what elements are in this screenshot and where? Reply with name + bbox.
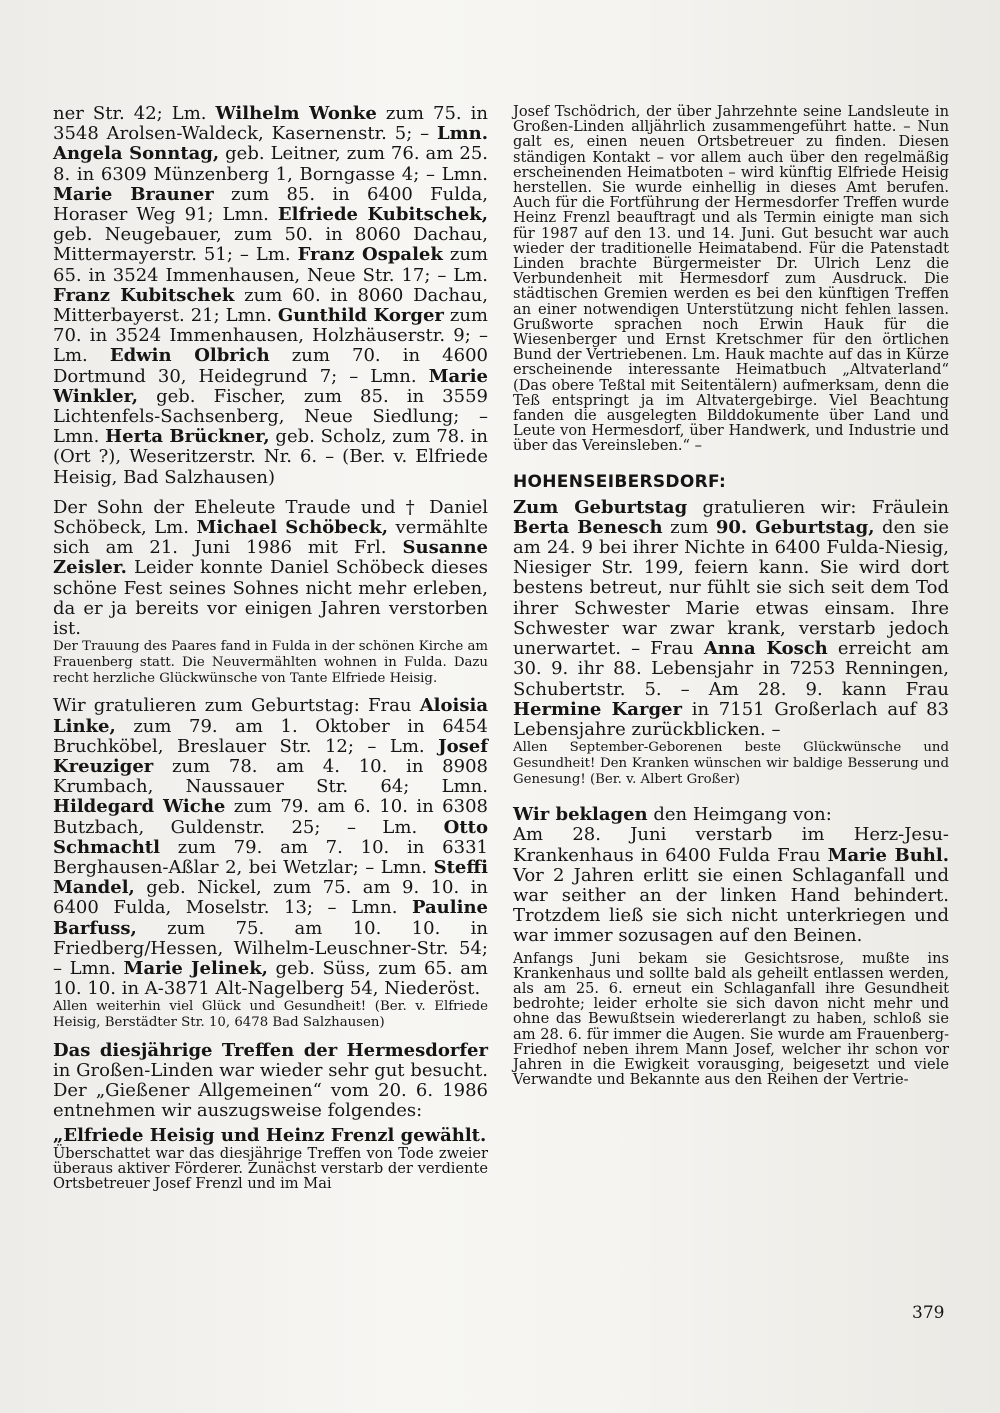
wedding-note: Der Trauung des Paares fand in Fulda in der schönen Kirche am Frauenberg statt. Die Neuvermählten wohnen in Fulda. Dazu recht herzliche Glückwünsche von Tante Elfriede Heisig. bbox=[53, 639, 488, 686]
birthday-wishes-note: Allen September-Geborenen beste Glückwünsche und Gesundheit! Den Kranken wünschen wir baldige Besserung und Genesung! (Ber. v. Albert Großer) bbox=[513, 740, 949, 787]
right-column bbox=[513, 104, 949, 1087]
left-column bbox=[53, 104, 488, 1191]
birthday-greetings-paragraph: Wir gratulieren zum Geburtstag: Frau Aloisia Linke, zum 79. am 1. Oktober in 6454 Bruchköbel, Breslauer Str. 12; – Lm. Josef Kreuziger zum 78. am 4. 10. in 8908 Krumbach, Naussauer Str. 64; Lmn. Hildegard Wiche zum 79. am 6. 10. in 6308 Butzbach, Guldenstr. 25; – Lm. Otto Schmachtl zum 79. am 7. 10. in 6331 Berghausen-Aßlar 2, bei Wetzlar; – Lmn. Steffi Mandel, geb. Nickel, zum 75. am 9. 10. in 6400 Fulda, Moselstr. 13; – Lmn. Pauline Barfuss, zum 75. am 10. 10. in Friedberg/Hessen, Wilhelm-Leuschner-Str. 54; – Lmn. Marie Jelinek, geb. Süss, zum 65. am 10. 10. in A-3871 Alt-Nagelberg 54, Niederöst. bbox=[53, 695, 488, 1000]
article-body-start: Überschattet war das diesjährige Treffen von Tode zweier überaus aktiver Förderer. Zunächst verstarb der verdiente Ortsbetreuer Josef Frenzl und im Mai bbox=[53, 1144, 488, 1193]
obituary-details: Anfangs Juni bekam sie Gesichtsrose, mußte ins Krankenhaus und sollte bald als geheilt entlassen werden, als am 25. 6. erneut ein Schlaganfall ihre Gesundheit bedrohte; leider erholte sie sich davon nicht mehr und ohne das Bewußtsein wiedererlangt zu haben, schloß sie am 28. 6. für immer die Augen. Sie wurde am Frauenberg-Friedhof neben ihrem Mann Josef, welcher ihr schon vor Jahren in die Ewigkeit vorausging, beigesetzt und viele Verwandte und Bekannte aus den Reihen der Vertrie- bbox=[513, 949, 949, 1089]
section-heading: HOHENSEIBERSDORF: bbox=[513, 471, 727, 492]
meeting-report-paragraph: Das diesjährige Treffen der Hermesdorfer in Großen-Linden war wieder sehr gut besucht. Der „Gießener Allgemeinen“ vom 20. 6. 1986 entnehmen wir auszugsweise folgendes: bbox=[53, 1039, 488, 1122]
page-number: 379 bbox=[912, 1303, 945, 1323]
greetings-note: Allen weiterhin viel Glück und Gesundheit! (Ber. v. Elfriede Heisig, Berstädter Str. 10, 6478 Bad Salzhausen) bbox=[53, 999, 488, 1031]
article-body-continued: Josef Tschödrich, der über Jahrzehnte seine Landsleute in Großen-Linden alljährlich zusammengeführt hatte. – Nun galt es, einen neuen Ortsbetreuer zu finden. Diesen ständigen Kontakt – vor allem auch über den regelmäßig erscheinenden Heimatboten – wird künftig Elfriede Heisig herstellen. Sie wurde einhellig in dieses Amt berufen. Auch für die Fortführung der Hermesdorfer Treffen wurde Heinz Frenzl beauftragt und als Termin einigte man sich für 1987 auf den 13. und 14. Juni. Gut besucht war auch wieder der traditionelle Heimatabend. Für die Patenstadt Linden brachte Bürgermeister Dr. Ulrich Lenz die Verbundenheit mit Hermesdorf zum Ausdruck. Die städtischen Gremien werden es bei den künftigen Treffen an einer notwendigen Unterstützung nicht fehlen lassen. Grußworte sprachen noch Erwin Hauk für die Wiesenberger und Ernst Kretschmer für den örtlichen Bund der Vertriebenen. Lm. Hauk machte auf das in Kürze erscheinende interessante Heimatbuch „Altvaterland“ (Das obere Teßtal mit Seitentälern) aufmerksam, denn die Teß entspringt ja im Altvatergebirge. Viel Beachtung fanden die ausgelegten Bilddokumente über Land und Leute von Hermesdorf, über Handwerk, und Industrie und über das Vereinsleben.“ – bbox=[513, 103, 949, 455]
birthday-list-paragraph: ner Str. 42; Lm. Wilhelm Wonke zum 75. in 3548 Arolsen-Waldeck, Kasernenstr. 5; – Lmn. Angela Sonntag, geb. Leitner, zum 76. am 25. 8. in 6309 Münzenberg 1, Borngasse 4; – Lmn. Marie Brauner zum 85. in 6400 Fulda, Horaser Weg 91; Lmn. Elfriede Kubitschek, geb. Neugebauer, zum 50. in 8060 Dachau, Mittermayerstr. 51; – Lm. Franz Ospalek zum 65. in 3524 Immenhausen, Neue Str. 17; – Lm. Franz Kubitschek zum 60. in 8060 Dachau, Mitterbayerst. 21; Lmn. Gunthild Korger zum 70. in 3524 Immenhausen, Holzhäuserstr. 9; – Lm. Edwin Olbrich zum 70. in 4600 Dortmund 30, Heidegrund 7; – Lmn. Marie Winkler, geb. Fischer, zum 85. in 3559 Lichtenfels-Sachsenberg, Neue Siedlung; – Lmn. Herta Brückner, geb. Scholz, zum 78. in (Ort ?), Weseritzerstr. Nr. 6. – (Ber. v. Elfriede Heisig, Bad Salzhausen) bbox=[53, 103, 489, 488]
wedding-paragraph: Der Sohn der Eheleute Traude und † Daniel Schöbeck, Lm. Michael Schöbeck, vermählte sich am 21. Juni 1986 mit Frl. Susanne Zeisler. Leider konnte Daniel Schöbeck dieses schöne Fest seines Sohnes nicht mehr erleben, da er ja bereits vor einigen Jahren verstorben ist. bbox=[53, 496, 488, 640]
obituary-paragraph: Wir beklagen den Heimgang von: Am 28. Juni verstarb im Herz-Jesu-Krankenhaus in 6400 Fulda Frau Marie Buhl. Vor 2 Jahren erlitt sie einen Schlaganfall und war seither an der linken Hand behindert. Trotzdem ließ sie sich nicht unterkriegen und war immer sozusagen auf den Beinen. bbox=[513, 804, 950, 947]
article-headline: „Elfriede Heisig und Heinz Frenzl gewählt. bbox=[53, 1124, 487, 1146]
hohenseibersdorf-birthdays: Zum Geburtstag gratulieren wir: Fräulein Berta Benesch zum 90. Geburtstag, den sie am 24. 9 bei ihrer Nichte in 6400 Fulda-Niesig, Niesiger Str. 199, feiern kann. Sie wird dort bestens betreut, nur fühlt sie sich seit dem Tod ihrer Schwester Marie etwas einsam. Ihre Schwester war zwar krank, verstarb jedoch unerwartet. – Frau Anna Kosch erreicht am 30. 9. ihr 88. Lebensjahr in 7253 Renningen, Schubertstr. 5. – Am 28. 9. kann Frau Hermine Karger in 7151 Großerlach auf 83 Lebensjahre zurückblicken. – bbox=[513, 496, 950, 740]
